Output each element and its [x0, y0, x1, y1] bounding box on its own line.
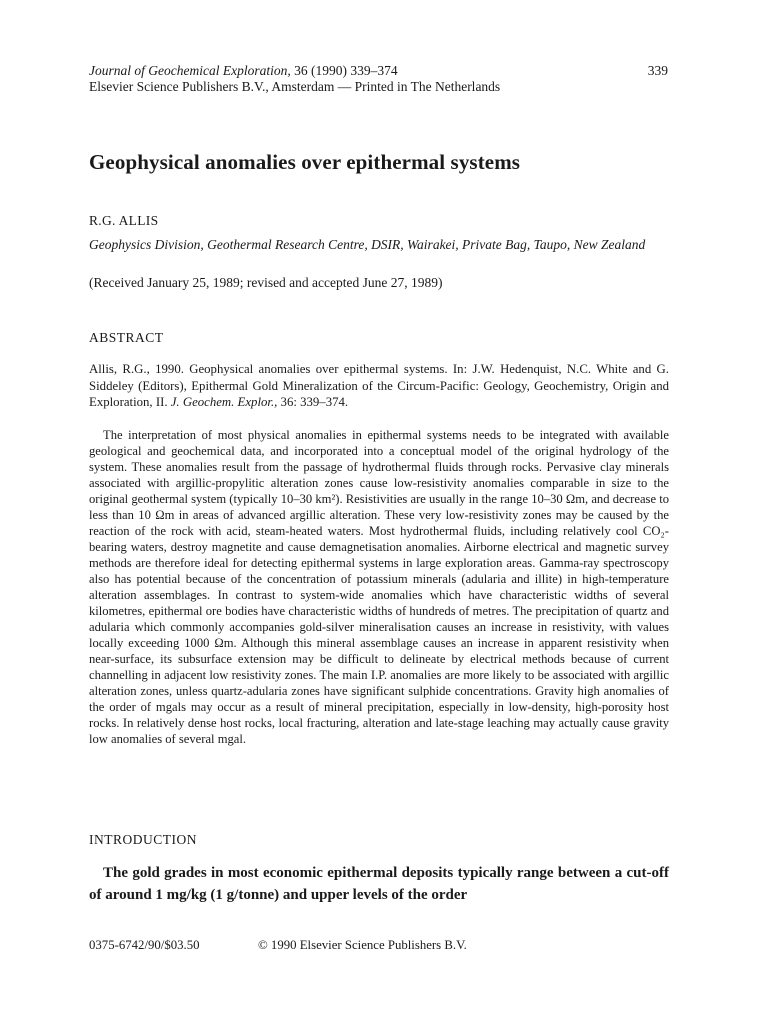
introduction-body — [89, 862, 669, 906]
journal-name: Journal of Geochemical Exploration, — [89, 63, 291, 78]
citation-volume: 36: 339–374. — [277, 395, 349, 409]
introduction-paragraph: The gold grades in most economic epithermal deposits typically range between a cut-off of around 1 mg/kg (1 g/tonne) and upper levels of the order — [89, 865, 669, 903]
journal-issue: 36 (1990) 339–374 — [290, 63, 398, 78]
citation-journal: J. Geochem. Explor., — [170, 395, 278, 409]
citation-text: Allis, R.G., 1990. Geophysical anomalies over epithermal systems. In: J.W. Hedenquist, N.C. White and G. Siddeley (Editors), Epithermal Gold Mineralization of the Circum-Pacific: Geology, Geochemistry, Origin and Exploration, II. — [89, 362, 669, 409]
introduction-heading: INTRODUCTION — [89, 832, 197, 847]
publisher-line: Elsevier Science Publishers B.V., Amsterdam — Printed in The Netherlands — [89, 79, 501, 94]
abstract-citation — [89, 361, 669, 411]
abstract-paragraph: The interpretation of most physical anomalies in epithermal systems needs to be integrated with available geological and geochemical data, and incorporated into a conceptual model of the original hydrology of the system. These anomalies result from the passage of hydrothermal fluids through rocks. Pervasive clay minerals associated with argillic-propylitic alteration zones cause low-resistivity anomalies comparable in size to the original geothermal system (typically 10–30 km²). Resistivities are usually in the range 10–30 Ωm, and decrease to less than 10 Ωm in areas of advanced argillic alteration. These very low-resistivity zones may be caused by the reaction of the rock with acid, steam-heated waters. Most hydrothermal fluids, including relatively cool CO₂-bearing waters, destroy magnetite and cause demagnetisation anomalies. Airborne electrical and magnetic survey methods are therefore ideal for detecting epithermal systems in large exploration areas. Gamma-ray spectroscopy also has potential because of the concentration of potassium minerals (adularia and illite) in high-temperature alteration assemblages. In contrast to system-wide anomalies which have characteristic widths of several kilometres, epithermal ore bodies have characteristic widths of hundreds of metres. The precipitation of quartz and adularia which commonly accompanies gold-silver mineralisation causes an increase in resistivity, with values locally exceeding 1000 Ωm. Although this mineral assemblage causes an increase in apparent resistivity when near-surface, its subsurface extension may be difficult to delineate by electrical methods because of current channelling in adjacent low resistivity zones. The main I.P. anomalies are more likely to be associated with argillic alteration zones, unless quartz-adularia zones have significant sulphide concentrations. Gravity high anomalies of the order of mgals may occur as a result of mineral precipitation, especially in low-density, high-porosity host rocks. In relatively dense host rocks, local fracturing, alteration and late-stage leaching may actually cause gravity low anomalies of several mgal. — [89, 428, 669, 746]
page-number: 339 — [647, 63, 668, 78]
article-title: Geophysical anomalies over epithermal systems — [89, 150, 521, 174]
footer-copyright: © 1990 Elsevier Science Publishers B.V. — [258, 938, 467, 952]
footer-issn-price: 0375-6742/90/$03.50 — [89, 938, 200, 952]
author-affiliation: Geophysics Division, Geothermal Research Centre, DSIR, Wairakei, Private Bag, Taupo, New Zealand — [89, 237, 646, 252]
received-dates: (Received January 25, 1989; revised and accepted June 27, 1989) — [89, 275, 443, 290]
abstract-heading: ABSTRACT — [89, 330, 164, 345]
author-name: R.G. ALLIS — [89, 213, 159, 228]
abstract-body — [89, 427, 669, 747]
journal-citation-line — [89, 63, 398, 79]
